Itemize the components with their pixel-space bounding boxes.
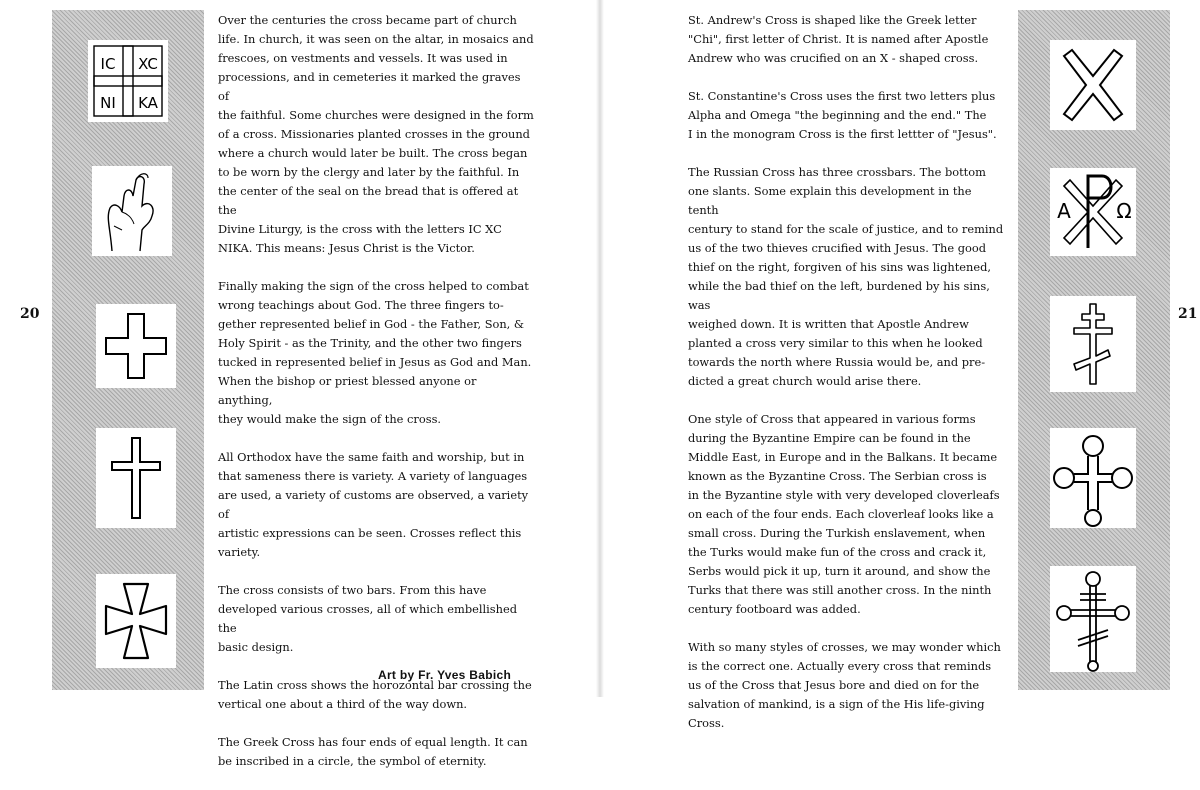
paragraph: The Latin cross shows the horozontal bar crossing the vertical one about a third of the way down. (218, 678, 532, 711)
cross-pattee-icon (96, 574, 176, 668)
paragraph: Over the centuries the cross became part of church life. In church, it was seen on the altar, in mosaics and frescoes, on vestments and vessels. It was used in processions, and in cemeteries it marked the graves of the faithful. Some churches were designed in the form of a cross. Missionaries planted crosses in the ground where a church would later be built. The cross began to be worn by the clergy and later by the faithful. In the center of the seal on the bread that is offered at the Divine Liturgy, is the cross with the letters IC XC NIKA. This means: Jesus Christ is the Victor. (218, 13, 534, 255)
omega-letter: Ω (1116, 199, 1132, 223)
paragraph: The Greek Cross has four ends of equal length. It can be inscribed in a circle, the symbol of eternity. (218, 735, 528, 768)
paragraph: All Orthodox have the same faith and worship, but in that sameness there is variety. A variety of languages are used, a variety of customs are observed, a variety of artistic expressions can be seen. Crosses reflect this variety. (218, 450, 529, 559)
blessing-hand-icon (92, 166, 172, 256)
right-text-column (688, 11, 1004, 752)
paragraph: One style of Cross that appeared in various forms during the Byzantine Empire can be found in the Middle East, in Europe and in the Balkans. It became known as the Byzantine Cross. The Serbian cross is in the Byzantine style with very developed cloverleafs on each of the four ends. Each cloverleaf looks like a small cross. During the Turkish enslavement, when the Turks would make fun of the cross and crack it, Serbs would pick it up, turn it around, and show the Turks that there was still another cross. In the ninth century footboard was added. (688, 412, 1000, 616)
art-credit: Art by Fr. Yves Babich (378, 668, 512, 682)
page-number: 21 (1178, 306, 1198, 322)
paragraph: Finally making the sign of the cross helped to combat wrong teachings about God. The three fingers to- gether represented belief in God - the Father, Son, & Holy Spirit - as the Trinity, and the other two fingers tucked in represented belief in Jesus as God and Man. When the bishop or priest blessed anyone or anything, they would make the sign of the cross. (218, 279, 532, 426)
cross-with-footboard-icon (1050, 566, 1136, 672)
cloverleaf-cross-icon (1050, 428, 1136, 528)
greek-cross-icon (96, 304, 176, 388)
nika-ka: KA (138, 94, 158, 112)
nika-xc: XC (138, 55, 158, 73)
right-page (602, 0, 1200, 730)
latin-cross-icon (96, 428, 176, 528)
russian-cross-icon (1050, 296, 1136, 392)
paragraph: St. Constantine's Cross uses the first two letters plus Alpha and Omega "the beginning and the end." The I in the monogram Cross is the first lettter of "Jesus". (688, 89, 997, 141)
ic-xc-nika-cross-icon (88, 40, 168, 122)
left-page (0, 0, 598, 768)
nika-ic: IC (100, 55, 116, 73)
page-number: 20 (20, 306, 40, 322)
chi-rho-cross-icon (1050, 168, 1136, 256)
paragraph: The Russian Cross has three crossbars. The bottom one slants. Some explain this development in the tenth century to stand for the scale of justice, and to remind us of the two thieves crucified with Jesus. The good thief on the right, forgiven of his sins was lightened, while the bad thief on the left, burdened by his sins, was weighed down. It is written that Apostle Andrew planted a cross very similar to this when he looked towards the north where Russia would be, and pre- dicted a great church would arise there. (688, 165, 1004, 388)
st-andrews-cross-icon (1050, 40, 1136, 130)
nika-ni: NI (100, 94, 116, 112)
paragraph: The cross consists of two bars. From this have developed various crosses, all of which embellished the basic design. (218, 583, 518, 654)
alpha-letter: A (1057, 199, 1071, 223)
paragraph: With so many styles of crosses, we may wonder which is the correct one. Actually every cross that reminds us of the Cross that Jesus bore and died on for the salvation of mankind, is a sign of the His life-giving Cross. (688, 640, 1001, 730)
paragraph: St. Andrew's Cross is shaped like the Greek letter "Chi", first letter of Christ. It is named after Apostle Andrew who was crucified on an X - shaped cross. (688, 13, 989, 65)
